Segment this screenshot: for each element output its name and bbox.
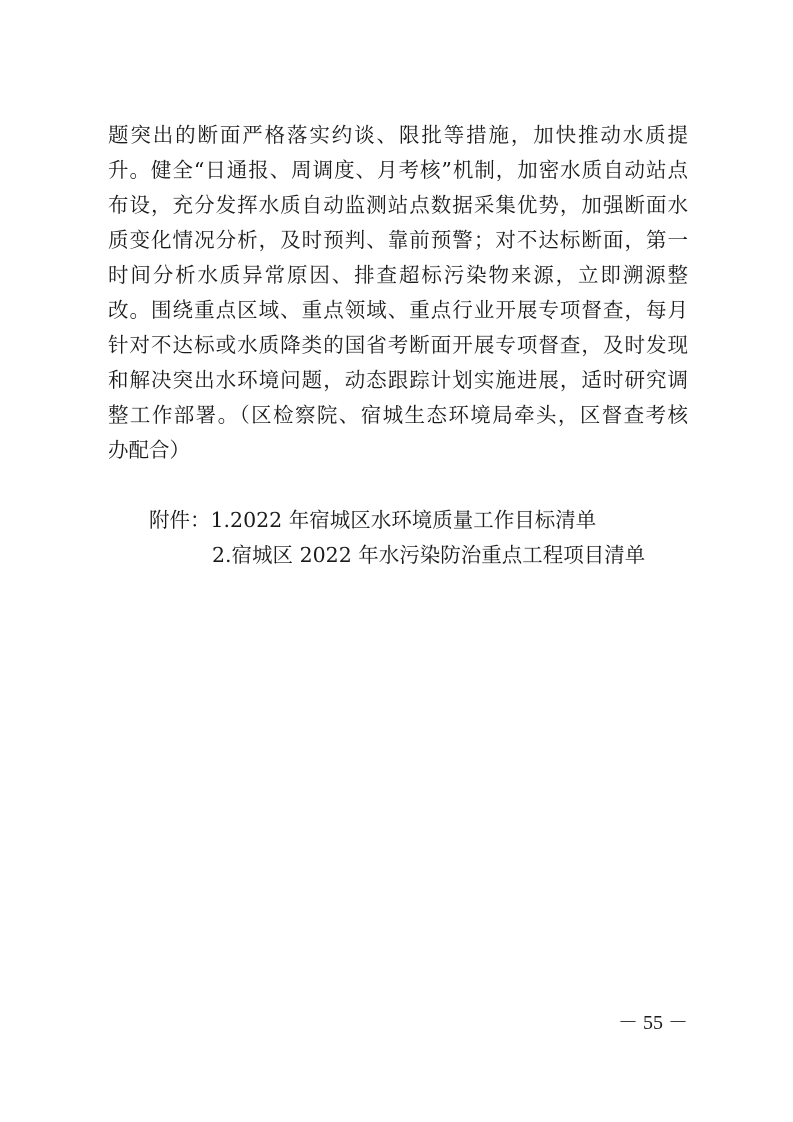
body-text-line: 整工作部署。（区检察院、宿城生态环境局牵头，区督查考核 — [108, 403, 688, 427]
body-text-line: 升。健全“日通报、周调度、月考核”机制，加密水质自动站点 — [108, 158, 688, 182]
body-text-line: 办配合） — [108, 438, 190, 462]
attachment-line-2: 2.宿城区 2022 年水污染防治重点工程项目清单 — [212, 543, 646, 567]
attachment-line-1: 附件：1.2022 年宿城区水环境质量工作目标清单 — [149, 508, 597, 532]
body-text-line: 时间分析水质异常原因、排查超标污染物来源，立即溯源整 — [108, 263, 688, 287]
body-text-line: 质变化情况分析，及时预判、靠前预警；对不达标断面，第一 — [108, 228, 688, 252]
body-text-line: 题突出的断面严格落实约谈、限批等措施，加快推动水质提 — [108, 123, 688, 147]
page-number: － 55 － — [618, 1012, 688, 1034]
body-text-line: 和解决突出水环境问题，动态跟踪计划实施进展，适时研究调 — [108, 368, 688, 392]
body-text-line: 改。围绕重点区域、重点领域、重点行业开展专项督查，每月 — [108, 298, 688, 322]
body-text-line: 针对不达标或水质降类的国省考断面开展专项督查，及时发现 — [108, 333, 688, 357]
body-text-line: 布设，充分发挥水质自动监测站点数据采集优势，加强断面水 — [108, 193, 688, 217]
